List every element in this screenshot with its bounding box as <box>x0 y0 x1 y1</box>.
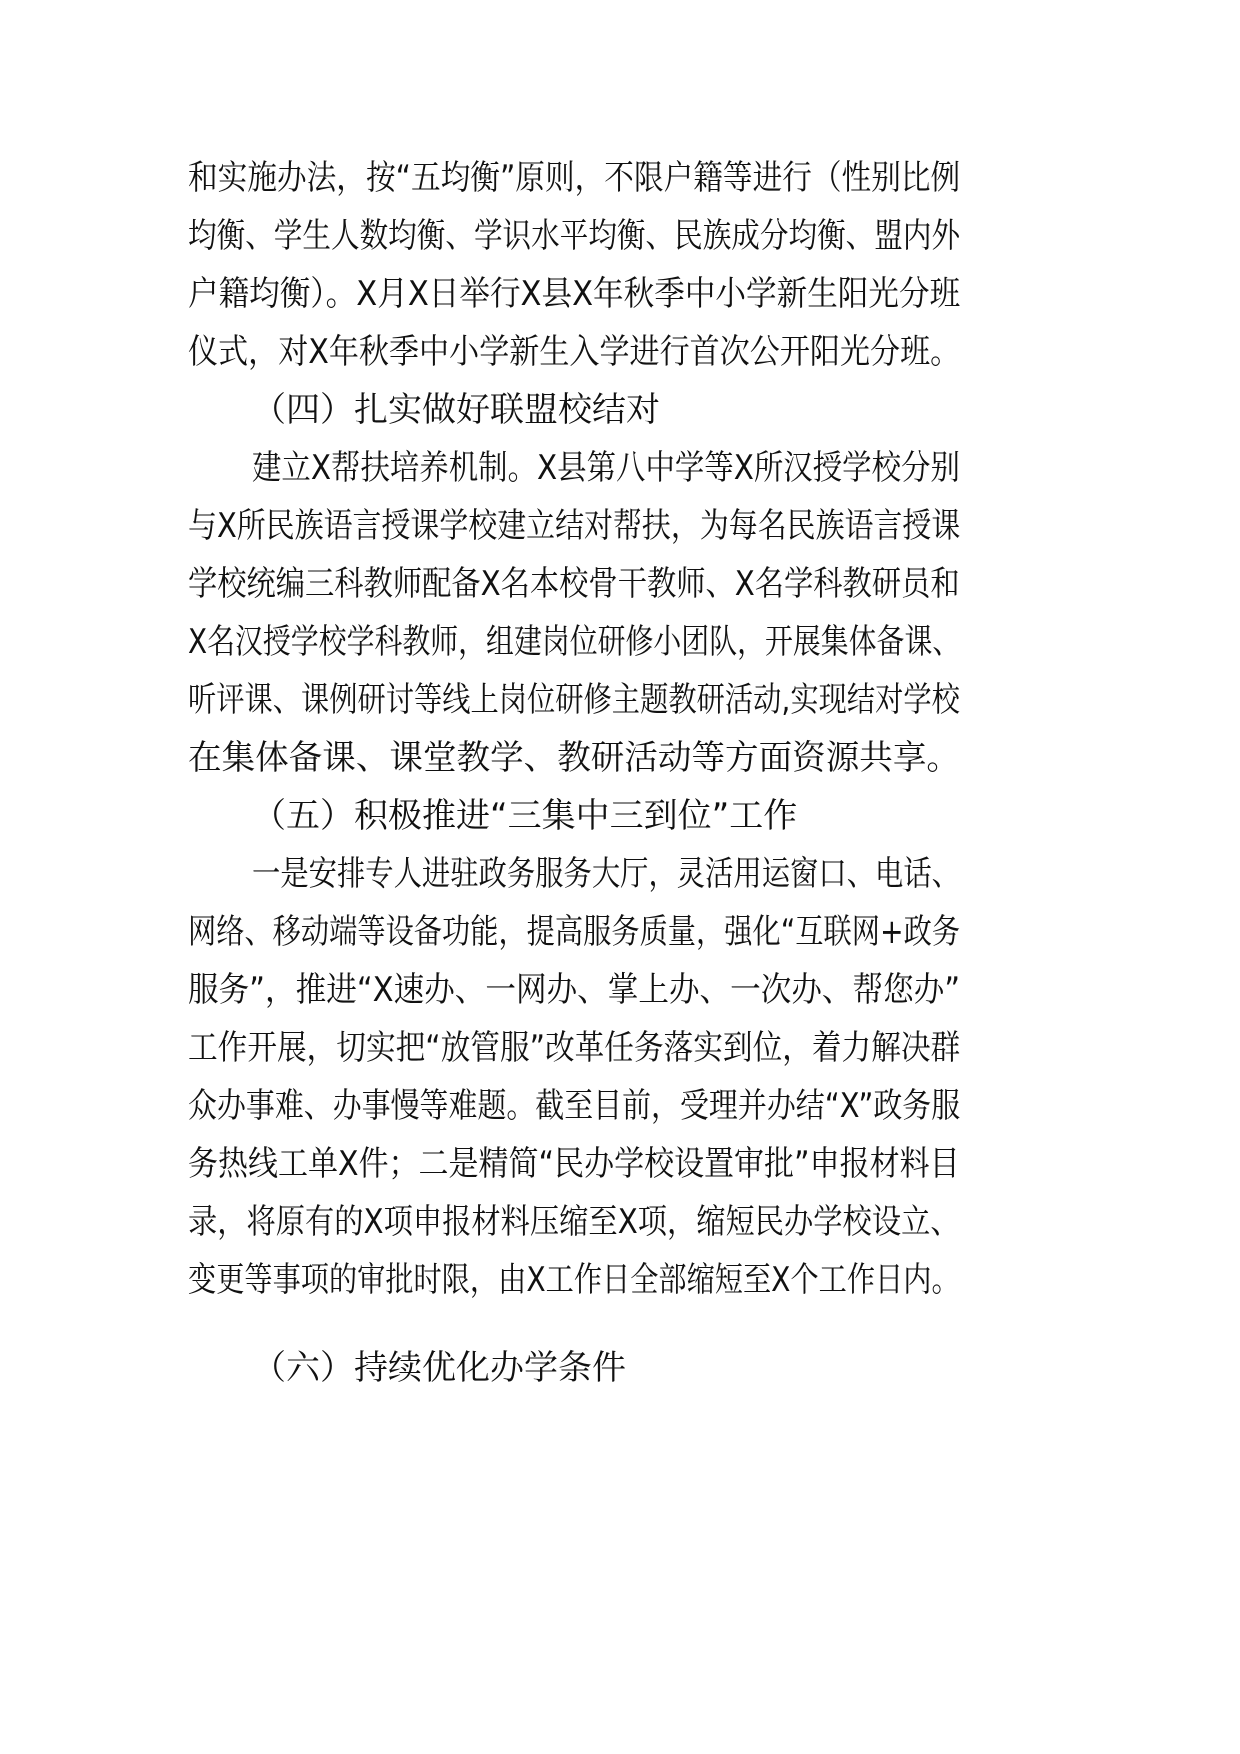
body-text-line: 户籍均衡）。X月X日举行X县X年秋季中小学新生阳光分班 <box>188 274 961 314</box>
section-heading: （六）持续优化办学条件 <box>252 1348 626 1388</box>
body-text-line: 录，将原有的X项申报材料压缩至X项，缩短民办学校设立、 <box>188 1202 960 1242</box>
body-text-line: 仪式，对X年秋季中小学新生入学进行首次公开阳光分班。 <box>188 332 961 372</box>
body-text-line: 网络、移动端等设备功能，提高服务质量，强化“互联网+政务 <box>188 912 961 952</box>
body-text-line: X名汉授学校学科教师，组建岗位研修小团队，开展集体备课、 <box>188 622 961 662</box>
body-text-line: 和实施办法，按“五均衡”原则，不限户籍等进行（性别比例 <box>188 158 961 198</box>
paragraph-first-line: 一是安排专人进驻政务服务大厅，灵活用运窗口、电话、 <box>252 854 960 894</box>
section-heading: （四）扎实做好联盟校结对 <box>252 390 660 430</box>
body-text-line: 工作开展，切实把“放管服”改革任务落实到位，着力解决群 <box>188 1028 961 1068</box>
body-text-line: 听评课、课例研讨等线上岗位研修主题教研活动,实现结对学校 <box>188 680 960 720</box>
section-heading: （五）积极推进“三集中三到位”工作 <box>252 796 798 836</box>
body-text-line: 服务”，推进“X速办、一网办、掌上办、一次办、帮您办” <box>188 970 961 1010</box>
body-text-line: 在集体备课、课堂教学、教研活动等方面资源共享。 <box>188 738 960 778</box>
body-text-line: 学校统编三科教师配备X名本校骨干教师、X名学科教研员和 <box>188 564 960 604</box>
body-text-line: 均衡、学生人数均衡、学识水平均衡、民族成分均衡、盟内外 <box>188 216 961 256</box>
paragraph-first-line: 建立X帮扶培养机制。X县第八中学等X所汉授学校分别 <box>252 448 960 488</box>
body-text-line: 变更等事项的审批时限，由X工作日全部缩短至X个工作日内。 <box>188 1260 960 1300</box>
body-text-line: 务热线工单X件；二是精简“民办学校设置审批”申报材料目 <box>188 1144 960 1184</box>
body-text-line: 众办事难、办事慢等难题。截至目前，受理并办结“X”政务服 <box>188 1086 961 1126</box>
body-text-line: 与X所民族语言授课学校建立结对帮扶，为每名民族语言授课 <box>188 506 961 546</box>
